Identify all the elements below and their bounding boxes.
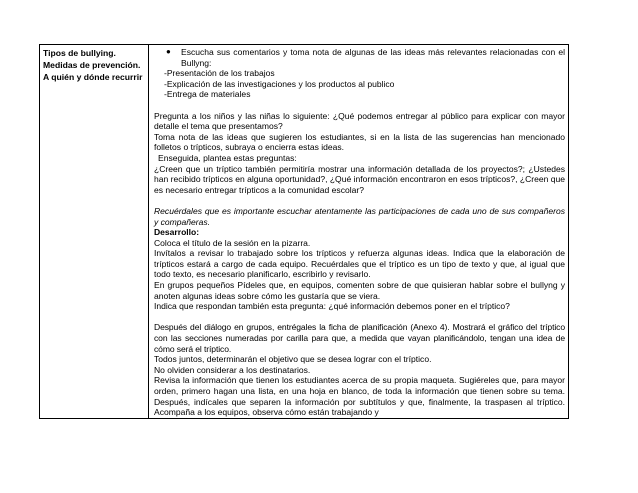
topic-cell [40,45,149,419]
paragraph: Revisa la información que tienen los estudiantes acerca de su propia maqueta. Sugiéreles que, para mayor orden, primero hagan una lista, en una hoja en blanco, de toda la información que tienen sobre su tema. Después, indícales que separen la información por subtítulos y que, finalmente, la traspasen al tríptico. Acompaña a los equipos, observa cómo están trabajando y [154,375,565,418]
bullet-icon: ● [166,47,171,56]
paragraph: ¿Creen que un tríptico también permitiría mostrar una información detallada de los proyectos?; ¿Ustedes han recibido trípticos en alguna oportunidad?, ¿Qué información encontraron en esos trípticos?, ¿Creen que es necesario entregar trípticos a la comunidad escolar? [154,163,565,195]
paragraph: Indica que respondan también esta pregunta: ¿qué información debemos poner en el tríptico? [154,301,510,312]
lesson-plan-table [39,44,569,419]
paragraph: Invítalos a revisar lo trabajado sobre los trípticos y refuerza algunas ideas. Indica que la elaboración de trípticos estará a cargo de cada equipo. Recuérdales que el tríptico es un tipo de texto y que, al igual que todo texto, es necesario planificarlo, escribirlo y revisarlo. [154,248,565,280]
sub-item: -Explicación de las investigaciones y los productos al publico [164,78,395,89]
activity-cell [149,45,569,419]
paragraph: En grupos pequeños Pídeles que, en equipos, comenten sobre de que quisieran hablar sobre el bullyng y anoten algunas ideas sobre cómo les gustaría que se viera. [154,280,565,301]
paragraph: Toma nota de las ideas que sugieren los estudiantes, si en la lista de las sugerencias han mencionado folletos o trípticos, subraya o encierra estas ideas. [154,131,565,153]
paragraph: Coloca el título de la sesión en la pizarra. [154,237,311,248]
paragraph: No olviden considerar a los destinatarios. [154,364,311,375]
italic-note: Recuérdales que es importante escuchar atentamente las participaciones de cada uno de sus compañeros y compañeras. [154,205,565,227]
sub-item: -Presentación de los trabajos [164,68,275,79]
paragraph: Pregunta a los niños y las niñas lo siguiente: ¿Qué podemos entregar al público para explicar con mayor detalle el tema que presentamos? [154,110,565,132]
sub-item: -Entrega de materiales [164,89,251,100]
bullet-text: Escucha sus comentarios y toma nota de algunas de las ideas más relevantes relacionadas con el Bullyng: [181,47,565,68]
paragraph: Enseguida, plantea estas preguntas: [158,152,297,163]
section-heading: Desarrollo: [154,227,200,238]
paragraph: Después del diálogo en grupos, entrégales la ficha de planificación (Anexo 4). Mostrará el gráfico del tríptico con las secciones numeradas por carilla para que, a medida que vayan planificándolo, tengan una idea de cómo será el tríptico. [154,322,565,354]
paragraph: Todos juntos, determinarán el objetivo que se desea lograr con el tríptico. [154,354,432,365]
table-row [40,45,569,419]
topic-title: Tipos de bullying. Medidas de prevención. A quién y dónde recurrir [43,48,143,83]
list-item [154,47,565,68]
